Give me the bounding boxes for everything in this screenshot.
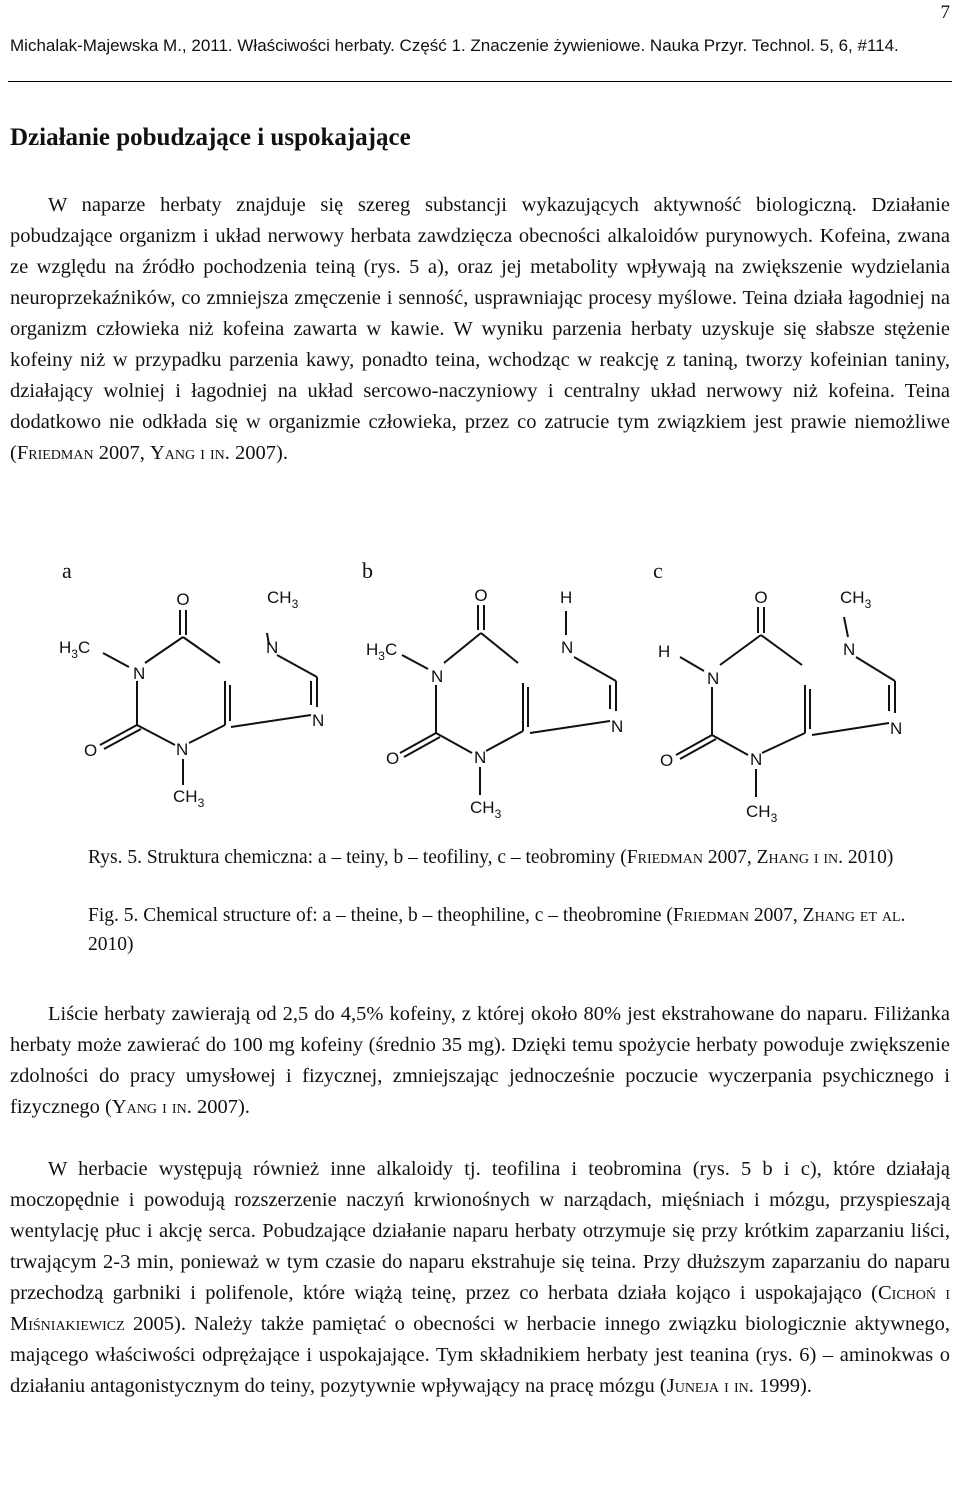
molecule-svg-a	[55, 585, 345, 820]
atom-label: N	[312, 711, 325, 730]
structure-theophiline	[360, 585, 650, 825]
paragraph-text: W herbacie występują również inne alkaloidy tj. teofilina i teobromina (rys. 5 b i c), które działają moczopędnie i powodują rozszerzenie naczyń krwionośnych w narządach, mięśniach i mózgu, przyspieszają wentylację płuc i akcję serca. Pobudzające działanie naparu herbaty otrzymuje się przy krótkim zaparzaniu liści, trwającym 2-3 min, ponieważ w tym czasie do naparu ekstrahuje się teina. Przy dłuższym zaparzaniu do naparu przechodzą garbniki i polifenole, które wiążą teinę, przez co herbata działa kojąco i uspokajająco (	[10, 1158, 950, 1304]
caption-text: 2010)	[843, 847, 894, 868]
paragraph-text: 2007,	[93, 442, 150, 464]
structure-theine	[55, 585, 345, 820]
atom-label: H	[658, 642, 671, 661]
caption-text: 2010)	[88, 934, 134, 955]
citation-author: Zhang i in.	[756, 847, 844, 868]
molecule-svg-c	[650, 585, 950, 830]
atom-label: O	[660, 751, 674, 770]
paragraph-text: W naparze herbaty znajduje się szereg substancji wykazujących aktywność biologiczną. Działanie pobudzające organizm i układ nerwowy herbata zawdzięcza obecności alkaloidów purynowych. Kofeina, zwana ze względu na źródło pochodzenia teiną (rys. 5 a), oraz jej metabolity wpływają na zwiększenie wydzielania neuroprzekaźników, co zmniejsza zmęczenie i senność, usprawniając procesy myślowe. Teina działa łagodniej na organizm człowieka niż kofeina zawarta w kawie. W wyniku parzenia herbaty uzyskuje się słabsze stężenie kofeiny niż w przypadku parzenia kawy, ponadto teina, wchodząc w reakcję z taniną, tworzy kofeinian taniny, działający wolniej i łagodniej na układ sercowo-naczyniowy i centralny układ nerwowy niż kofeina. Teina dodatkowo nie odkłada się w organizmie człowieka, przez co zatrucie tym związkiem jest prawie niemożliwe (	[10, 194, 950, 464]
atom-label: N	[561, 638, 574, 657]
citation-header: Michalak-Majewska M., 2011. Właściwości herbaty. Część 1. Znaczenie żywieniowe. Nauka Przyr. Technol. 5, 6, #114.	[10, 36, 899, 55]
atom-label: O	[386, 749, 400, 768]
caption-text: 2007,	[702, 847, 757, 868]
atom-label: N	[750, 750, 763, 769]
figure-label-a: a	[62, 558, 72, 583]
citation-author: Cichoń i Miśniakiewicz	[10, 1282, 950, 1335]
citation-author: Yang i in.	[111, 1096, 192, 1118]
paragraph-2	[10, 999, 950, 1123]
atom-label: N	[890, 719, 903, 738]
paragraph-text: 2007).	[229, 442, 288, 464]
citation-author: Zhang et al.	[802, 905, 906, 926]
atom-label: $H_3C$	[366, 640, 398, 663]
page-number: 7	[940, 2, 950, 23]
atom-label: N	[266, 638, 279, 657]
atom-label: N	[474, 748, 487, 767]
paragraph-text: 2007).	[191, 1096, 250, 1118]
section-title: Działanie pobudzające i uspokajające	[10, 124, 411, 151]
citation-author: Friedman	[672, 905, 750, 926]
atom-label: O	[474, 586, 488, 605]
atom-label: O	[754, 588, 768, 607]
atom-label: $CH_3$	[840, 588, 872, 611]
figure-caption-en	[88, 901, 908, 959]
structure-theobromine	[650, 585, 950, 830]
atom-label: O	[84, 741, 98, 760]
atom-label: $CH_3$	[173, 787, 205, 810]
paragraph-text: 2005). Należy także pamiętać o obecności w herbacie innego związku biologicznie aktywnego, mającego właściwości odprężające i uspokajające. Tym składnikiem herbaty jest teanina (rys. 6) – aminokwas o działaniu antagonistycznym do teiny, pozytywnie wpływający na pracę mózgu (	[10, 1313, 950, 1397]
header-rule	[8, 81, 952, 82]
caption-text: Fig. 5. Chemical structure of: a – theine, b – theophiline, c – theobromine (	[88, 905, 673, 926]
paragraph-text: Liście herbaty zawierają od 2,5 do 4,5% kofeiny, z której około 80% jest ekstrahowane do naparu. Filiżanka herbaty może zawierać do 100 mg kofeiny (średnio 35 mg). Dzięki temu spożycie herbaty powoduje zwiększenie zdolności do pracy umysłowej i fizycznej, zmniejszając jednocześnie poczucie wyczerpania psychicznego i fizycznego (	[10, 1003, 950, 1118]
atom-label: N	[611, 717, 624, 736]
atom-label: N	[176, 740, 189, 759]
atom-label: N	[431, 667, 444, 686]
paragraph-3	[10, 1154, 950, 1402]
molecule-svg-b	[360, 585, 650, 825]
citation-author: Juneja i in.	[666, 1375, 754, 1397]
atom-label: $CH_3$	[746, 802, 778, 825]
atom-label: N	[133, 664, 146, 683]
caption-text: Rys. 5. Struktura chemiczna: a – teiny, b – teofiliny, c – teobrominy (	[88, 847, 627, 868]
citation-author: Yang i in.	[149, 442, 230, 464]
paragraph-text: 1999).	[753, 1375, 812, 1397]
atom-label: $CH_3$	[267, 588, 299, 611]
figure-caption-pl	[88, 843, 908, 872]
citation-author: Friedman	[626, 847, 703, 868]
citation-author: Friedman	[16, 442, 94, 464]
figure-label-b: b	[362, 558, 373, 583]
atom-label: H	[560, 588, 573, 607]
caption-text: 2007,	[749, 905, 803, 926]
figure-label-c: c	[653, 558, 663, 583]
atom-label: N	[707, 669, 720, 688]
atom-label: $CH_3$	[470, 798, 502, 821]
atom-label: N	[843, 640, 856, 659]
paragraph-1	[10, 190, 950, 469]
atom-label: $H_3C$	[59, 638, 91, 661]
atom-label: O	[176, 590, 190, 609]
